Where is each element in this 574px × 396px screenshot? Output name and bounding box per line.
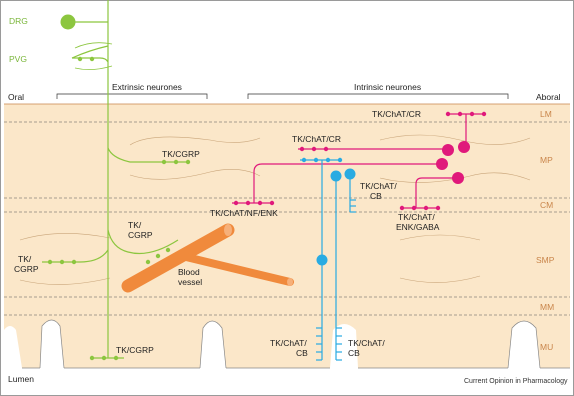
tk-cgrp-left-label-2: CGRP: [14, 264, 39, 274]
tk-chat-cb-mu-a-label-2: CB: [296, 348, 308, 358]
tk-chat-cr-mid-label: TK/ChAT/CR: [292, 134, 341, 144]
layer-smp: SMP: [536, 255, 555, 265]
tk-cgrp-mu-label: TK/CGRP: [116, 345, 154, 355]
layer-cm: CM: [540, 200, 554, 210]
tk-cgrp-smp-label-2: CGRP: [128, 230, 153, 240]
tk-chat-cb-mu-b-label-2: CB: [348, 348, 360, 358]
extrinsic-label: Extrinsic neurones: [112, 82, 182, 92]
lumen-label: Lumen: [8, 374, 34, 384]
source-credit: Current Opinion in Pharmacology: [464, 378, 568, 385]
layer-mm: MM: [540, 302, 555, 312]
layer-mu: MU: [540, 342, 554, 352]
tk-cgrp-left-label-1: TK/: [18, 254, 32, 264]
layer-lm: LM: [540, 109, 552, 119]
drg-cell: [61, 15, 76, 30]
tk-chat-cb-mu-a-label-1: TK/ChAT/: [270, 338, 307, 348]
tk-chat-cb-cm-label-2: CB: [370, 191, 382, 201]
tk-chat-enk-gaba-label-1: TK/ChAT/: [398, 212, 435, 222]
pvg-label: PVG: [9, 54, 27, 64]
blood-vessel-label-1: Blood: [178, 267, 200, 277]
tk-chat-enk-gaba-label-2: ENK/GABA: [396, 222, 440, 232]
oral-label: Oral: [8, 92, 25, 102]
region-brackets: [57, 94, 508, 99]
tk-chat-nf-enk-label: TK/ChAT/NF/ENK: [210, 208, 278, 218]
aboral-label: Aboral: [536, 92, 561, 102]
drg-label: DRG: [9, 16, 28, 26]
tk-chat-cr-top-label: TK/ChAT/CR: [372, 109, 421, 119]
tk-chat-cb-cm-label-1: TK/ChAT/: [360, 181, 397, 191]
tk-chat-cb-mu-b-label-1: TK/ChAT/: [348, 338, 385, 348]
tk-cgrp-smp-label-1: TK/: [128, 220, 142, 230]
layer-mp: MP: [540, 155, 553, 165]
intrinsic-label: Intrinsic neurones: [354, 82, 422, 92]
tk-cgrp-mp-label: TK/CGRP: [162, 149, 200, 159]
blood-vessel-label-2: vessel: [178, 277, 203, 287]
